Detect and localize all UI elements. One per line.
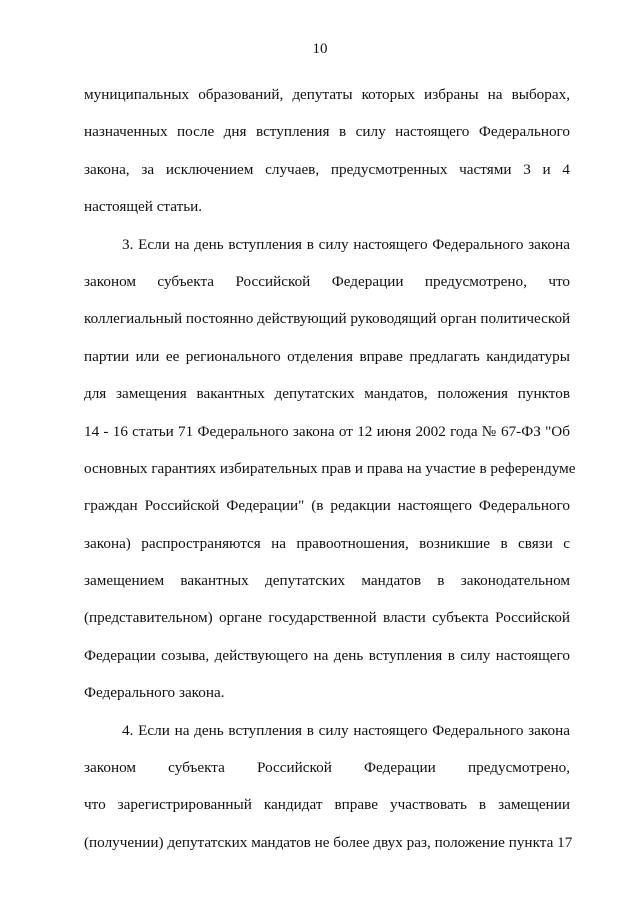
text-line: (получении) депутатских мандатов не более двух раз, положение пункта 17 [84,833,573,851]
paragraph-continuation [84,76,570,226]
text-line: 4. Если на день вступления в силу настоящего Федерального закона [122,721,570,739]
text-line: Федерации созыва, действующего на день вступления в силу настоящего [84,646,570,664]
page-number: 10 [312,41,328,57]
text-line: закона, за исключением случаев, предусмотренных частями 3 и 4 [84,160,570,178]
text-line: граждан Российской Федерации" (в редакции настоящего Федерального [84,497,570,515]
paragraph-item-4 [84,712,573,862]
text-line: основных гарантиях избирательных прав и права на участие в референдуме [84,459,576,477]
text-line: что зарегистрированный кандидат вправе участвовать в замещении [84,796,570,814]
text-line: 14 - 16 статьи 71 Федерального закона от 12 июня 2002 года № 67-ФЗ "Об [84,422,570,440]
text-line: законом субъекта Российской Федерации предусмотрено, [84,759,570,777]
document-body [84,76,576,861]
text-line: закона) распространяются на правоотношения, возникшие в связи с [84,534,570,552]
paragraph-item-3 [84,226,576,712]
text-line: Федерального закона. [84,684,225,702]
text-line: замещением вакантных депутатских мандатов в законодательном [84,572,570,590]
text-line: назначенных после дня вступления в силу настоящего Федерального [84,123,570,141]
text-line: для замещения вакантных депутатских мандатов, положения пунктов [84,385,570,403]
text-line: настоящей статьи. [84,198,203,216]
text-line: 3. Если на день вступления в силу настоящего Федерального закона [122,235,570,253]
text-line: партии или ее регионального отделения вправе предлагать кандидатуры [84,347,570,365]
text-line: (представительном) органе государственной власти субъекта Российской [84,609,570,627]
text-line: коллегиальный постоянно действующий руководящий орган политической [84,310,571,328]
text-line: муниципальных образований, депутаты которых избраны на выборах, [84,86,570,103]
text-line: законом субъекта Российской Федерации предусмотрено, что [84,272,570,290]
